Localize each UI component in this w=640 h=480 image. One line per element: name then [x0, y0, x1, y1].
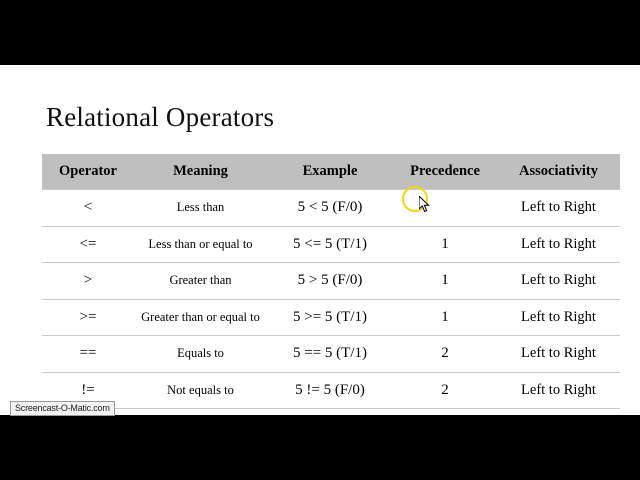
cell-example: 5 != 5 (F/0): [267, 372, 393, 409]
cell-operator: !=: [42, 372, 134, 409]
cell-example: 5 <= 5 (T/1): [267, 226, 393, 263]
cell-associativity: Left to Right: [497, 299, 620, 336]
cell-example: 5 < 5 (F/0): [267, 190, 393, 227]
table-row: [42, 372, 620, 409]
cell-associativity: Left to Right: [497, 336, 620, 373]
column-header-precedence: Precedence: [393, 154, 497, 190]
table-row: [42, 263, 620, 300]
cell-meaning: Less than: [134, 190, 267, 227]
cell-precedence: 2: [393, 336, 497, 373]
table-header-row: [42, 154, 620, 190]
cell-example: 5 >= 5 (T/1): [267, 299, 393, 336]
slide-canvas: [0, 65, 640, 415]
screencast-watermark: Screencast-O-Matic.com: [10, 401, 115, 416]
cell-meaning: Equals to: [134, 336, 267, 373]
cell-meaning: Greater than or equal to: [134, 299, 267, 336]
cell-precedence: 1: [393, 299, 497, 336]
cell-example: 5 == 5 (T/1): [267, 336, 393, 373]
cell-precedence: 1: [393, 263, 497, 300]
column-header-associativity: Associativity: [497, 154, 620, 190]
cell-operator: ==: [42, 336, 134, 373]
cell-operator: <: [42, 190, 134, 227]
cell-operator: >: [42, 263, 134, 300]
cell-operator: <=: [42, 226, 134, 263]
table-row: [42, 226, 620, 263]
cell-meaning: Not equals to: [134, 372, 267, 409]
cell-associativity: Left to Right: [497, 190, 620, 227]
column-header-example: Example: [267, 154, 393, 190]
mouse-pointer-icon: [419, 196, 431, 213]
table-row: [42, 190, 620, 227]
cell-precedence: 2: [393, 372, 497, 409]
table-row: [42, 299, 620, 336]
column-header-meaning: Meaning: [134, 154, 267, 190]
cell-example: 5 > 5 (F/0): [267, 263, 393, 300]
cell-precedence: 1: [393, 226, 497, 263]
cell-meaning: Less than or equal to: [134, 226, 267, 263]
cell-associativity: Left to Right: [497, 372, 620, 409]
cell-meaning: Greater than: [134, 263, 267, 300]
cell-associativity: Left to Right: [497, 263, 620, 300]
slide-content-area: [10, 65, 630, 415]
page-title: Relational Operators: [46, 102, 275, 132]
column-header-operator: Operator: [42, 154, 134, 190]
cell-operator: >=: [42, 299, 134, 336]
table-row: [42, 336, 620, 373]
cell-associativity: Left to Right: [497, 226, 620, 263]
relational-operators-table: [42, 154, 620, 409]
